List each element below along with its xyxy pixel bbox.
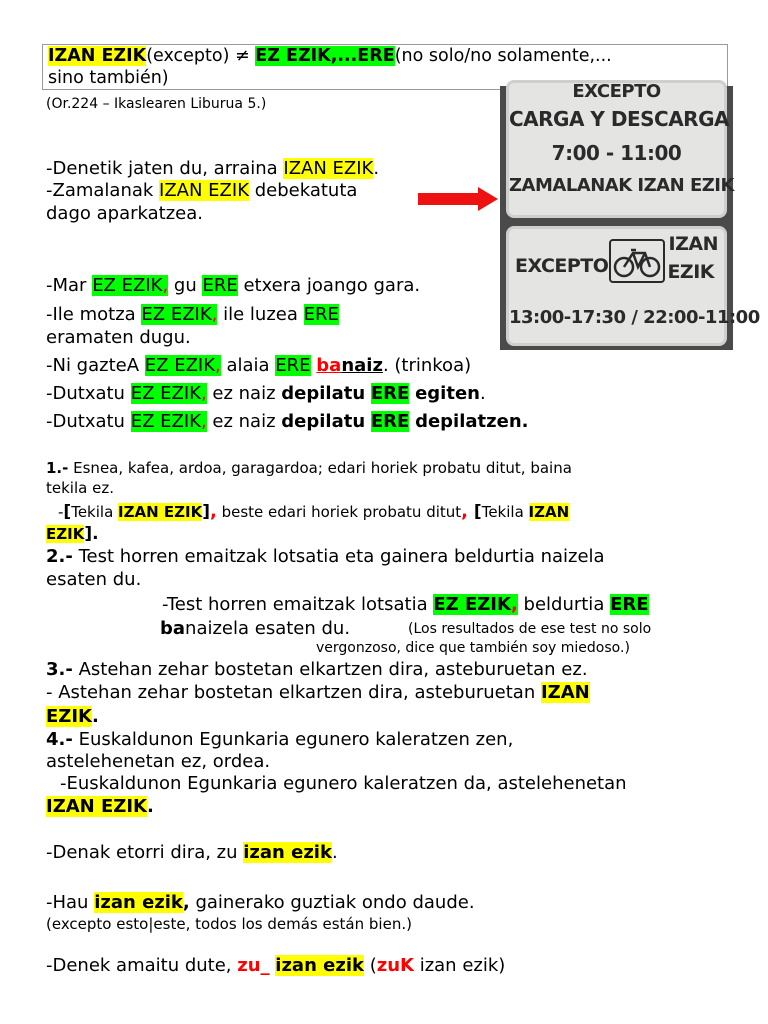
ere-highlight: ERE: [202, 275, 238, 296]
ere-highlight: ERE: [275, 355, 311, 376]
exercise-2-translation-1: (Los resultados de ese test no solo: [408, 621, 652, 637]
sign-hours-1: 7:00 - 11:00: [551, 141, 682, 165]
izan-ezik-highlight: IZAN EZIK: [46, 796, 148, 817]
example-6: -Dutxatu EZ EZIK, ez naiz depilatu ERE egiten.: [46, 383, 486, 404]
exercise-2-answer: -Test horren emaitzak lotsatia EZ EZIK, beldurtia ERE: [162, 594, 649, 615]
ez-ezik-highlight: EZ EZIK,: [141, 304, 218, 325]
ezik-highlight: EZIK: [46, 525, 85, 543]
sign-zamalanak: ZAMALANAK IZAN EZIK: [509, 175, 734, 196]
example-4: -Ile motza EZ EZIK, ile luzea ERE: [46, 304, 339, 325]
exercise-1-question: 1.- Esnea, kafea, ardoa, garagardoa; edari horiek probatu ditut, baina: [46, 459, 572, 477]
exercise-3-answer-cont: EZIK.: [46, 706, 99, 727]
reference-text: (Or.224 – Ikaslearen Liburua 5.): [46, 96, 267, 112]
ez-ezik-highlight: EZ EZIK,: [92, 275, 169, 296]
example-4-cont: eramaten dugu.: [46, 327, 191, 348]
izan-ezik-highlight: IZAN EZIK: [159, 180, 250, 201]
ez-ezik-highlight: EZ EZIK,: [144, 355, 221, 376]
izan-ezik-highlight: IZAN EZIK: [118, 503, 203, 521]
exercise-3-answer: - Astehan zehar bostetan elkartzen dira, asteburuetan IZAN: [46, 682, 590, 703]
sign-excepto-2: EXCEPTO: [515, 255, 609, 277]
exercise-2-question-cont: esaten du.: [46, 569, 142, 590]
tail-example-2-translation: (excepto esto|este, todos los demás están bien.): [46, 915, 412, 933]
izan-ezik-highlight: izan ezik: [275, 955, 364, 976]
zuk-pronoun: zuK: [376, 955, 414, 976]
sign-excepto: EXCEPTO: [572, 81, 661, 102]
sign-plate-bottom: [506, 226, 760, 346]
exercise-4-answer: -Euskaldunon Egunkaria egunero kaleratzen da, astelehenetan: [60, 773, 627, 794]
ere-highlight: ERE: [610, 594, 649, 615]
bicycle-icon: [609, 239, 665, 283]
example-1: -Denetik jaten du, arraina IZAN EZIK.: [46, 158, 380, 179]
exercise-4-question: 4.- Euskaldunon Egunkaria egunero kaleratzen zen,: [46, 729, 514, 750]
sign-plate-top: [506, 80, 734, 218]
izan-ezik-highlight: IZAN EZIK: [48, 46, 147, 66]
not-equal-symbol: ≠: [235, 46, 250, 66]
example-2: -Zamalanak IZAN EZIK debekatuta: [46, 180, 358, 201]
ez-ezik-highlight: EZ EZIK,: [433, 594, 518, 615]
zu-pronoun: zu_: [237, 955, 270, 976]
sign-ezik: EZIK: [667, 261, 714, 283]
ez-ezik-highlight: EZ EZIK,: [130, 411, 207, 432]
exercise-1-answer-cont: EZIK].: [46, 524, 99, 544]
sign-photo: [500, 81, 760, 350]
exercise-2-translation-2: vergonzoso, dice que también soy miedoso.): [316, 640, 630, 656]
example-2-cont: dago aparkatzea.: [46, 203, 203, 224]
tail-example-1: -Denak etorri dira, zu izan ezik.: [46, 842, 338, 863]
title-line-1: [48, 46, 612, 67]
exercise-3-question: 3.- Astehan zehar bostetan elkartzen dira, asteburuetan ez.: [46, 659, 588, 680]
title-line-2: sino también): [48, 68, 169, 88]
ere-highlight: ERE: [303, 304, 339, 325]
ez-ezik-highlight: EZ EZIK,: [130, 383, 207, 404]
ezik-highlight: EZIK: [46, 706, 92, 727]
izan-ezik-highlight: izan ezik: [94, 892, 183, 913]
example-3: -Mar EZ EZIK, gu ERE etxera joango gara.: [46, 275, 421, 296]
izan-highlight: IZAN: [540, 682, 590, 703]
sign-hours-2: 13:00-17:30 / 22:00-11:00: [509, 307, 760, 328]
sign-carga: CARGA Y DESCARGA: [509, 107, 729, 131]
ere-highlight: ERE: [370, 383, 410, 404]
exercise-4-question-cont: astelehenetan ez, ordea.: [46, 751, 271, 772]
ba-prefix: ba: [316, 355, 342, 376]
izan-ezik-highlight: izan ezik: [243, 842, 332, 863]
example-5: -Ni gazteA EZ EZIK, alaia ERE banaiz. (trinkoa): [46, 355, 472, 376]
example-7: -Dutxatu EZ EZIK, ez naiz depilatu ERE depilatzen.: [46, 411, 529, 432]
exercise-1-answer: -[Tekila IZAN EZIK], beste edari horiek probatu ditut, [Tekila IZAN: [58, 501, 570, 522]
exercise-2-question: 2.- Test horren emaitzak lotsatia eta gainera beldurtia naizela: [46, 546, 605, 567]
ez-ezik-ere-highlight: EZ EZIK,...ERE: [255, 46, 395, 66]
tail-example-2: -Hau izan ezik, gainerako guztiak ondo daude.: [46, 892, 475, 913]
naiz-verb: naiz: [341, 355, 383, 376]
exercise-1-question-cont: tekila ez.: [46, 479, 114, 497]
excepto-text: (excepto): [146, 46, 230, 66]
exercise-2-answer-cont: banaizela esaten du.: [160, 618, 351, 639]
no-solo-text: (no solo/no solamente,...: [394, 46, 612, 66]
izan-ezik-highlight: IZAN EZIK: [283, 158, 374, 179]
sign-izan: IZAN: [668, 233, 718, 255]
izan-highlight: IZAN: [528, 503, 570, 521]
ere-highlight: ERE: [370, 411, 410, 432]
red-arrow-icon: [418, 187, 498, 211]
tail-example-3: -Denek amaitu dute, zu_ izan ezik (zuK izan ezik): [46, 955, 506, 976]
exercise-4-answer-cont: IZAN EZIK.: [46, 796, 154, 817]
